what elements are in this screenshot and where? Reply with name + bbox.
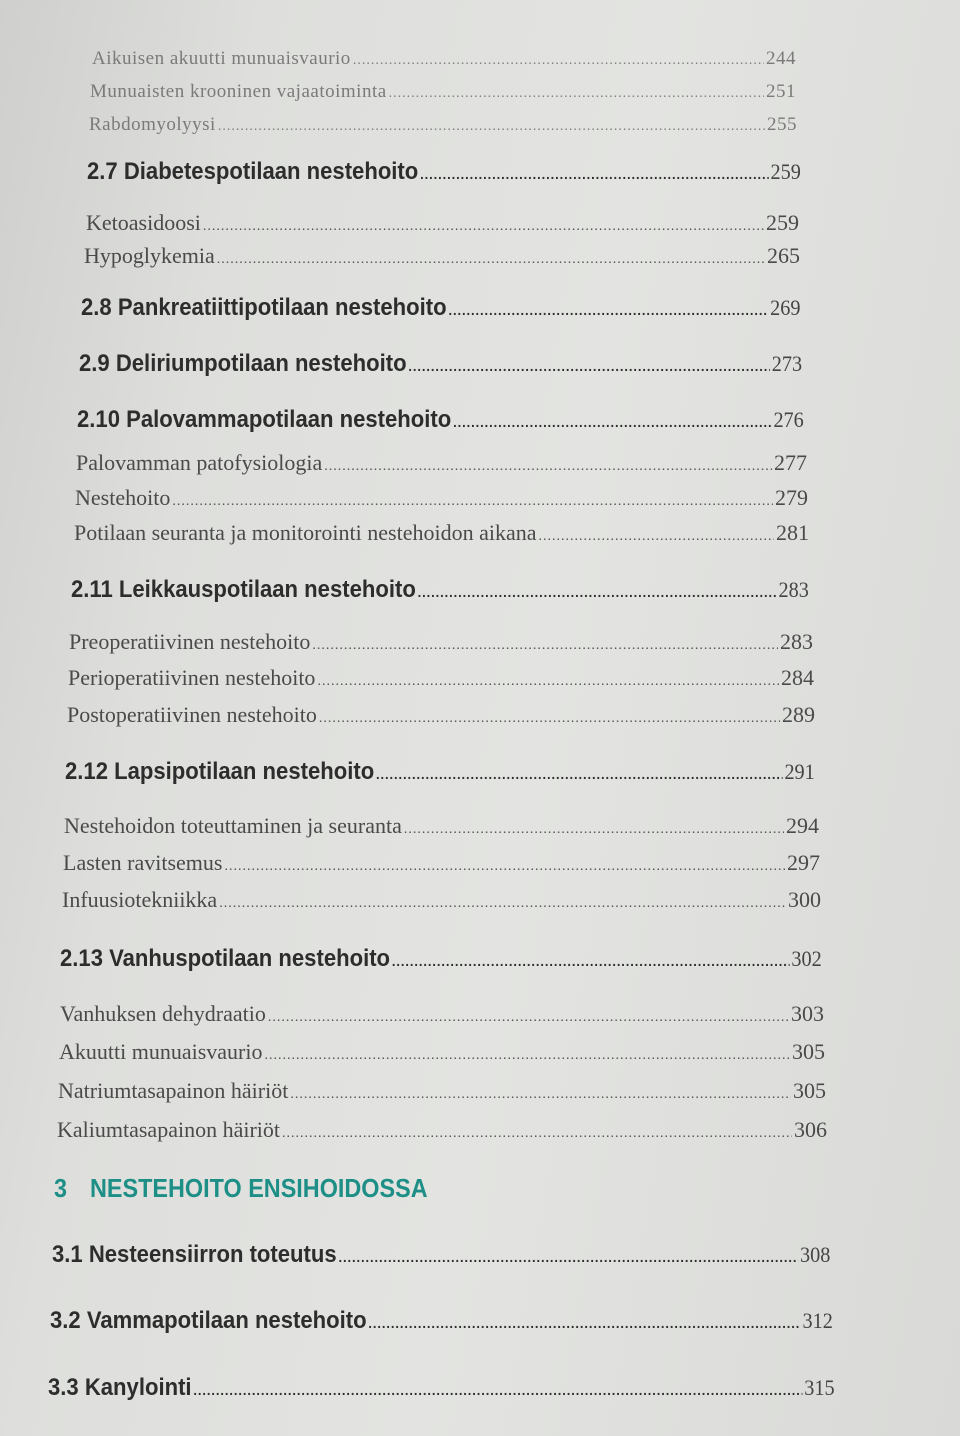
toc-entry-page: 265 <box>767 243 800 268</box>
toc-heading-label: 3.2 Vammapotilaan nestehoito <box>50 1307 367 1334</box>
leader-dots <box>312 638 778 654</box>
toc-entry[interactable] <box>68 665 814 691</box>
toc-heading-label: 2.7 Diabetespotilaan nestehoito <box>87 158 419 185</box>
toc-heading-page: 315 <box>804 1375 835 1400</box>
toc-entry[interactable] <box>92 48 796 70</box>
toc-entry-label: Kaliumtasapainon häiriöt <box>57 1117 280 1142</box>
toc-entry-label: Perioperatiivinen nestehoito <box>68 665 316 690</box>
toc-heading-page: 259 <box>770 159 801 184</box>
toc-entry-label: Potilaan seuranta ja monitorointi nestehoidon aikana <box>74 520 537 545</box>
leader-dots <box>368 1315 800 1331</box>
leader-dots <box>317 674 779 690</box>
toc-entry-label: Aikuisen akuutti munuaisvaurio <box>92 48 351 69</box>
toc-entry-page: 277 <box>774 450 807 475</box>
toc-heading-label: 2.8 Pankreatiittipotilaan nestehoito <box>81 294 447 321</box>
toc-entry-label: Nestehoidon toteuttaminen ja seuranta <box>64 813 402 838</box>
toc-entry-label: Natriumtasapainon häiriöt <box>58 1078 289 1103</box>
toc-section-heading[interactable] <box>77 406 804 434</box>
leader-dots <box>420 166 769 182</box>
toc-entry[interactable] <box>63 850 820 876</box>
toc-entry-page: 303 <box>791 1001 824 1026</box>
toc-heading-page: 269 <box>770 295 801 320</box>
leader-dots <box>376 766 783 782</box>
toc-entry-page: 305 <box>792 1039 825 1064</box>
leader-dots <box>392 953 790 969</box>
toc-entry-label: Palovamman patofysiologia <box>76 450 323 475</box>
toc-entry-label: Infuusiotekniikka <box>62 887 218 912</box>
toc-entry-label: Akuutti munuaisvaurio <box>59 1039 263 1064</box>
chapter-number: 3 <box>54 1173 68 1203</box>
toc-entry[interactable] <box>64 813 819 839</box>
toc-section-heading[interactable] <box>81 294 800 322</box>
leader-dots <box>539 529 775 545</box>
toc-entry-label: Nestehoito <box>75 485 171 510</box>
toc-entry-label: Lasten ravitsemus <box>63 850 223 875</box>
toc-heading-label: 3.3 Kanylointi <box>48 1374 192 1401</box>
toc-heading-page: 308 <box>799 1242 831 1267</box>
toc-heading-page: 283 <box>778 577 809 602</box>
toc-entry[interactable] <box>69 629 813 655</box>
toc-section-heading[interactable] <box>71 576 809 604</box>
toc-entry-label: Munuaisten krooninen vajaatoiminta <box>90 81 387 102</box>
toc-entry-page: 281 <box>776 520 809 545</box>
toc-section-heading[interactable] <box>79 350 802 378</box>
chapter-heading <box>54 1173 428 1204</box>
toc-section-heading[interactable] <box>48 1374 835 1402</box>
toc-entry[interactable] <box>74 520 809 546</box>
toc-heading-page: 273 <box>771 351 803 376</box>
chapter-title: NESTEHOITO ENSIHOIDOSSA <box>90 1173 428 1203</box>
toc-entry-label: Vanhuksen dehydraatio <box>60 1001 266 1026</box>
leader-dots <box>193 1382 802 1398</box>
toc-entry[interactable] <box>76 450 807 476</box>
leader-dots <box>353 53 764 69</box>
leader-dots <box>319 711 780 727</box>
toc-heading-label: 2.11 Leikkauspotilaan nestehoito <box>71 576 416 603</box>
toc-heading-page: 312 <box>802 1308 833 1333</box>
toc-entry-page: 305 <box>793 1078 826 1103</box>
toc-entry-page: 255 <box>767 114 797 135</box>
leader-dots <box>290 1087 791 1103</box>
leader-dots <box>282 1126 792 1142</box>
toc-entry-label: Rabdomyolyysi <box>89 114 216 135</box>
toc-entry-page: 306 <box>794 1117 827 1142</box>
toc-section-heading[interactable] <box>87 158 801 186</box>
leader-dots <box>224 859 785 875</box>
leader-dots <box>218 119 765 135</box>
toc-entry[interactable] <box>57 1117 827 1143</box>
toc-entry-page: 297 <box>787 850 820 875</box>
toc-entry-page: 300 <box>788 887 821 912</box>
toc-section-heading[interactable] <box>60 945 822 973</box>
toc-heading-page: 302 <box>791 946 822 971</box>
leader-dots <box>264 1048 790 1064</box>
toc-section-heading[interactable] <box>50 1307 833 1335</box>
toc-heading-label: 2.10 Palovammapotilaan nestehoito <box>77 406 452 433</box>
toc-entry[interactable] <box>60 1001 824 1027</box>
toc-entry[interactable] <box>67 702 815 728</box>
toc-entry-page: 289 <box>782 702 815 727</box>
toc-entry-label: Ketoasidoosi <box>86 210 201 235</box>
toc-heading-label: 2.12 Lapsipotilaan nestehoito <box>65 758 375 785</box>
toc-entry-page: 284 <box>781 665 814 690</box>
toc-entry-label: Hypoglykemia <box>84 243 215 268</box>
leader-dots <box>217 252 765 268</box>
leader-dots <box>453 414 772 430</box>
toc-entry[interactable] <box>62 887 821 913</box>
toc-entry-page: 259 <box>766 210 799 235</box>
leader-dots <box>203 219 764 235</box>
leader-dots <box>324 459 772 475</box>
leader-dots <box>404 822 784 838</box>
toc-entry[interactable] <box>58 1078 826 1104</box>
toc-entry-page: 294 <box>786 813 819 838</box>
leader-dots <box>268 1010 789 1026</box>
toc-entry-label: Preoperatiivinen nestehoito <box>69 629 311 654</box>
toc-entry-page: 279 <box>775 485 808 510</box>
toc-heading-label: 2.9 Deliriumpotilaan nestehoito <box>79 350 407 377</box>
leader-dots <box>339 1249 799 1265</box>
leader-dots <box>448 302 768 318</box>
toc-entry-label: Postoperatiivinen nestehoito <box>67 702 317 727</box>
toc-entry-page: 251 <box>766 81 796 102</box>
toc-entry[interactable] <box>59 1039 825 1065</box>
toc-heading-page: 276 <box>773 407 804 432</box>
toc-section-heading[interactable] <box>65 758 815 786</box>
toc-entry[interactable] <box>75 485 808 511</box>
leader-dots <box>172 494 773 510</box>
toc-section-heading[interactable] <box>52 1241 830 1269</box>
toc-heading-label: 3.1 Nesteensiirron toteutus <box>52 1241 337 1268</box>
leader-dots <box>408 358 770 374</box>
toc-entry[interactable] <box>84 243 800 269</box>
leader-dots <box>418 584 777 600</box>
toc-entry[interactable] <box>89 114 797 136</box>
leader-dots <box>219 896 786 912</box>
toc-heading-page: 291 <box>784 759 815 784</box>
toc-heading-label: 2.13 Vanhuspotilaan nestehoito <box>60 945 391 972</box>
leader-dots <box>389 86 764 102</box>
toc-entry[interactable] <box>90 81 796 103</box>
toc-entry[interactable] <box>86 210 799 236</box>
toc-entry-page: 283 <box>780 629 813 654</box>
toc-entry-page: 244 <box>766 48 796 69</box>
